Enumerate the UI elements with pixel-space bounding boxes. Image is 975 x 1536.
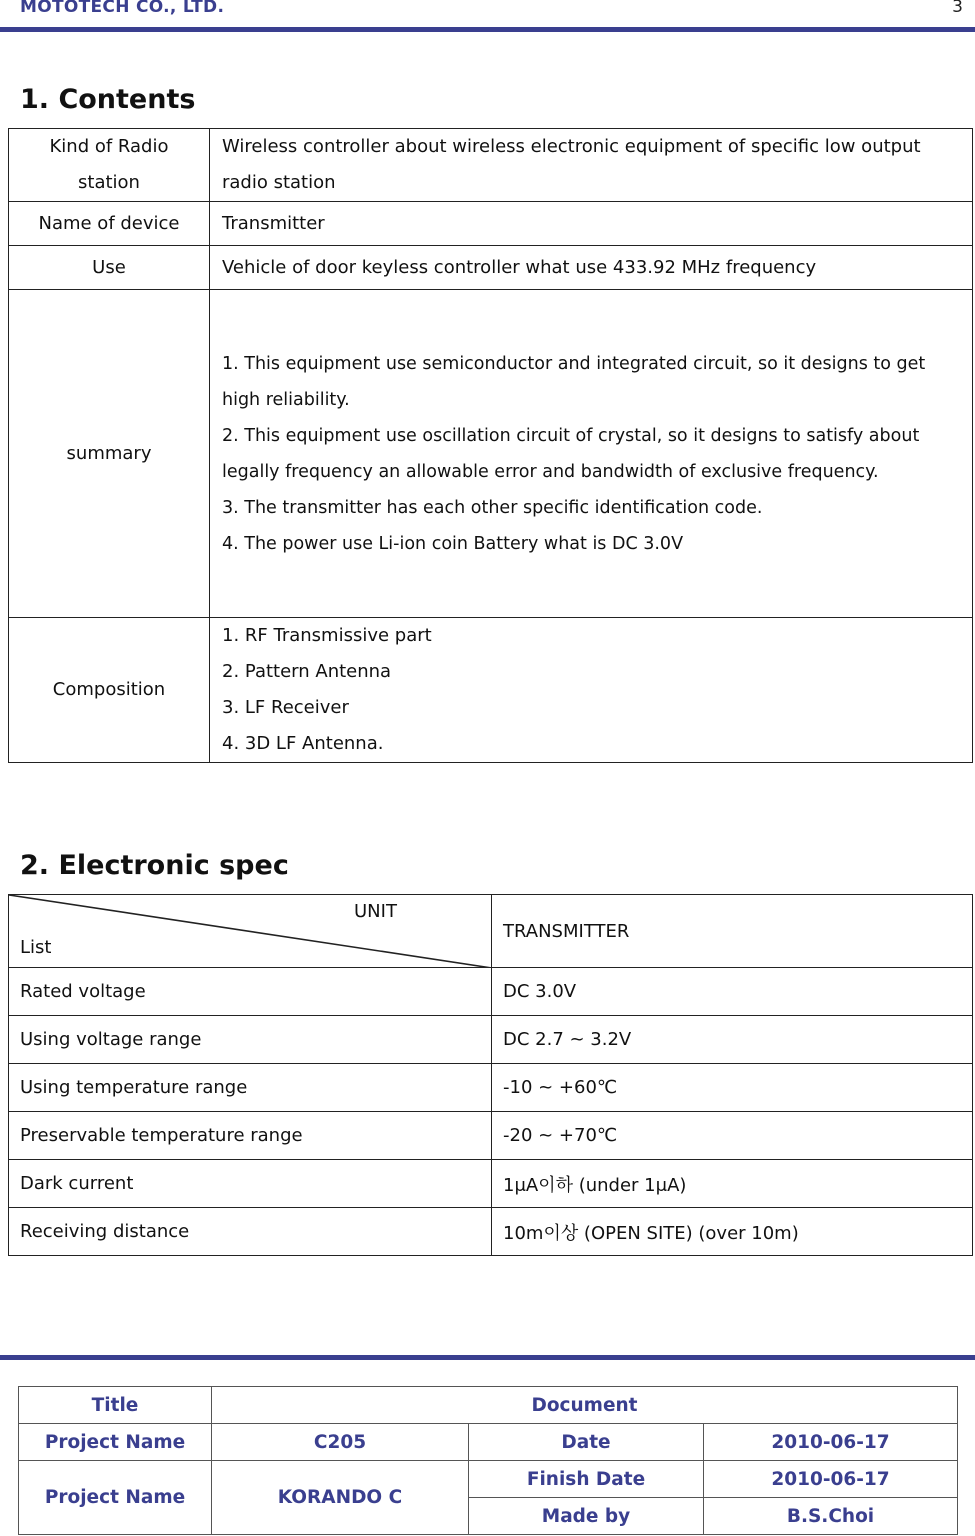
composition-value [210,618,973,763]
table-row [19,1387,958,1424]
table-row [9,129,973,202]
corner-unit: UNIT [354,901,397,922]
project-name: KORANDO C [212,1461,469,1535]
footer-table [18,1386,958,1535]
spec-label: Using voltage range [9,1016,492,1064]
table-row [9,1112,973,1160]
kind-label-line2: station [78,172,140,193]
table-row [9,290,973,618]
made-by-value: B.S.Choi [704,1498,958,1535]
table-row [9,1064,973,1112]
summary-line: 2. This equipment use oscillation circuit of crystal, so it designs to satisfy about [222,425,920,446]
company-name: MOTOTECH CO., LTD. [20,0,225,17]
kind-value-line2: radio station [222,172,336,193]
spec-label: Rated voltage [9,968,492,1016]
table-row [9,202,973,246]
summary-line: 4. The power use Li-ion coin Battery what is DC 3.0V [222,533,684,554]
diagonal-line [9,895,492,968]
made-by-label: Made by [469,1498,704,1535]
header-rule [0,27,975,32]
table-row [19,1424,958,1461]
spec-label: Dark current [9,1160,492,1208]
project-code: C205 [212,1424,469,1461]
summary-line: legally frequency an allowable error and bandwidth of exclusive frequency. [222,461,879,482]
summary-line: 3. The transmitter has each other specific identification code. [222,497,763,518]
transmitter-header: TRANSMITTER [492,895,973,968]
kind-label-line1: Kind of Radio [49,136,169,157]
spec-value: -10 ~ +60℃ [492,1064,973,1112]
kind-value [210,129,973,202]
corner-cell [9,895,492,968]
contents-heading: 1. Contents [20,84,196,115]
spec-value: -20 ~ +70℃ [492,1112,973,1160]
summary-line: 1. This equipment use semiconductor and integrated circuit, so it designs to get [222,353,926,374]
summary-list [222,346,972,562]
spec-label: Receiving distance [9,1208,492,1256]
spec-value: DC 3.0V [492,968,973,1016]
date-label: Date [469,1424,704,1461]
project-label-2: Project Name [19,1461,212,1535]
table-row [9,1160,973,1208]
composition-item: 1. RF Transmissive part [222,625,432,646]
spec-value: 1μA이하 (under 1μA) [492,1160,973,1208]
composition-label: Composition [9,618,210,763]
spec-label: Using temperature range [9,1064,492,1112]
table-row [9,618,973,763]
table-row [9,968,973,1016]
spec-table [8,894,973,1256]
spec-label: Preservable temperature range [9,1112,492,1160]
kind-value-line1: Wireless controller about wireless electronic equipment of specific low output [222,136,921,157]
summary-label: summary [9,290,210,618]
table-row [9,895,973,968]
composition-item: 4. 3D LF Antenna. [222,733,384,754]
composition-item: 3. LF Receiver [222,697,349,718]
title-label: Title [19,1387,212,1424]
use-label: Use [9,246,210,290]
spec-heading: 2. Electronic spec [20,850,289,881]
title-value: Document [212,1387,958,1424]
device-label: Name of device [9,202,210,246]
spec-value: 10m이상 (OPEN SITE) (over 10m) [492,1208,973,1256]
table-row [9,246,973,290]
spec-value: DC 2.7 ~ 3.2V [492,1016,973,1064]
use-value: Vehicle of door keyless controller what use 433.92 MHz frequency [210,246,973,290]
table-row [19,1461,958,1498]
project-label: Project Name [19,1424,212,1461]
page-number: 3 [952,0,963,17]
table-row [9,1208,973,1256]
summary-line: high reliability. [222,389,350,410]
finish-date-label: Finish Date [469,1461,704,1498]
contents-table [8,128,973,763]
device-value: Transmitter [210,202,973,246]
kind-label [9,129,210,202]
finish-date-value: 2010-06-17 [704,1461,958,1498]
corner-list: List [20,937,52,958]
summary-value [210,290,973,618]
footer-rule [0,1355,975,1360]
date-value: 2010-06-17 [704,1424,958,1461]
table-row [9,1016,973,1064]
composition-item: 2. Pattern Antenna [222,661,392,682]
